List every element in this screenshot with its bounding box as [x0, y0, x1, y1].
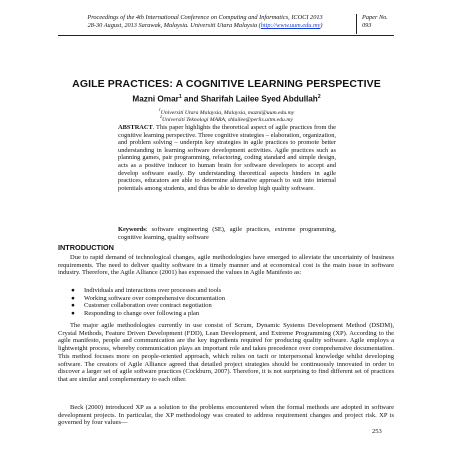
author-conjunction: and: [181, 94, 201, 104]
keywords-label: Keywords: [118, 226, 146, 233]
bullet-icon: ●: [71, 310, 75, 318]
affiliation-2-text: Universiti Teknologi MARA, shlailee@perlis.uitm.edu.my: [162, 116, 293, 123]
list-item-text: Individuals and interactions over processes and tools: [84, 287, 222, 294]
bullet-icon: ●: [71, 302, 75, 310]
header-rule: [58, 35, 394, 36]
paper-title: AGILE PRACTICES: A COGNITIVE LEARNING PERSPECTIVE: [72, 78, 381, 90]
header-divider: [356, 14, 357, 34]
list-item: [58, 287, 394, 295]
paper-number-label: Paper No.: [362, 14, 388, 21]
agile-manifesto-list: [58, 287, 394, 318]
intro-paragraph-3: Beck (2000) introduced XP as a solution to the problems encountered when the formal methods are adopted in software development projects. In particular, the XP methodology was created to address requirement changes and project risk. XP is governed by four values—: [58, 404, 394, 427]
keywords-text: : software engineering (SE), agile practices, extreme programming, cognitive learning, quality software: [118, 226, 336, 241]
proceedings-info: [58, 14, 352, 30]
bullet-icon: ●: [71, 294, 75, 302]
intro-paragraph-2: The major agile methodologies currently in use consist of Scrum, Dynamic Systems Development Method (DSDM), Crystal Methods, Feature Driven Development (FDD), Lean Development, and Extreme Programming (XP). According to the agile manifesto, people and communication are the key ingredients required for producing quality software. Agile employs a lightweight process, whereby communication plays an important role and takes precedence over comprehensive documentation. This method focuses more on people-oriented approach, which relies on tacit or interpersonal knowledge whilst developing software. The creators of Agile Alliance agreed that detailed project strategies should be continuously innovated in order to discover a larger set of agile software practices (Cockburn, 2007). Therefore, it is not surprising to find different set of practices that are similar and complementary to each other.: [58, 322, 394, 383]
list-item-text: Working software over comprehensive documentation: [84, 294, 225, 302]
author-1: Mazni Omar: [132, 94, 179, 104]
proceedings-dates: 28-30 August, 2013 Sarawak, Malaysia. Universiti Utara Malaysia (: [87, 22, 261, 29]
paper-number: 093: [362, 22, 372, 29]
bullet-icon: ●: [71, 287, 75, 294]
proceedings-line-1: Proceedings of the 4th International Conference on Computing and Informatics, ICOCI 2013: [87, 14, 323, 21]
paper-number-box: [362, 14, 388, 30]
keywords: [118, 226, 336, 241]
author-2: Sharifah Lailee Syed Abdullah: [200, 94, 318, 104]
list-item: [58, 295, 394, 303]
list-item: [58, 302, 394, 310]
uum-website-link[interactable]: http://www.uum.edu.my: [260, 22, 321, 29]
proceedings-close-paren: ): [320, 22, 323, 29]
author-line: [0, 94, 453, 104]
affiliation-1-sup: 1: [158, 107, 161, 112]
author-1-sup: 1: [178, 94, 182, 100]
intro-paragraph-1: Due to rapid demand of technological changes, agile methodologies have emerged to alleviate the uncertainty of business requirements. The need to deliver quality software in a timely manner and at economical cost is the main issue in software industry. Therefore, the Agile Alliance (2001) has expressed the values in Agile Manifesto as:: [58, 254, 394, 277]
abstract-text: . This paper highlights the theoretical aspect of agile practices from the cognitive learning perspective. Three cognitive strategies – elaboration, organization, and problem solving – underpin key strategies in agile practices to promote better understanding in learning software development activities. Agile practices such as planning games, pair programming, refactoring, coding standard and simple design, acts as a positive inducer to human brain for software developers to accept and develop software easily. By understanding theoretical aspects hinders in agile practices, educators are able to determine alternative approach to suit into internal potentials among students, and thus be able to develop high quality software.: [118, 124, 336, 192]
proceedings-line-2: [58, 22, 352, 30]
list-item: [58, 310, 394, 318]
proceedings-header: [58, 14, 394, 36]
affiliation-1-text: Universiti Utara Malaysia, Malaysia, mazni@uum.edu.my: [160, 109, 295, 116]
affiliation-2: [0, 113, 453, 124]
page-number: 253: [372, 428, 382, 435]
introduction-heading: INTRODUCTION: [58, 243, 114, 252]
abstract-label: ABSTRACT: [118, 124, 153, 131]
list-item-text: Responding to change over following a plan: [84, 310, 200, 318]
list-item-text: Customer collaboration over contract negotiation: [84, 302, 212, 310]
affiliation-2-sup: 2: [160, 114, 163, 119]
author-2-sup: 2: [317, 94, 321, 100]
abstract: [118, 124, 336, 192]
